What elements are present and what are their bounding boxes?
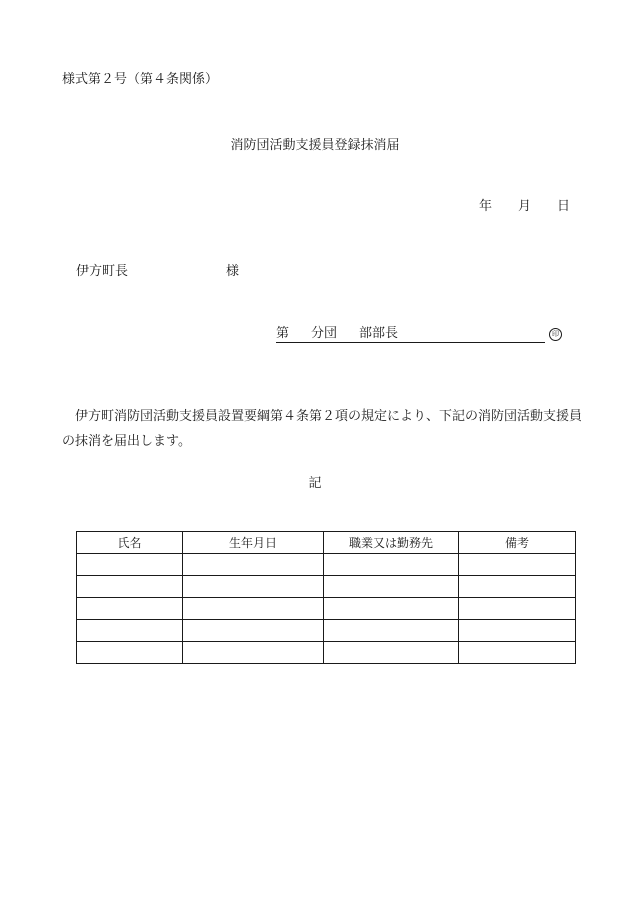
table-row	[77, 598, 576, 620]
table-cell	[324, 620, 459, 642]
table-cell	[77, 620, 183, 642]
addressee-name: 伊方町長	[76, 264, 129, 279]
table-cell	[183, 642, 324, 664]
table-cell	[459, 642, 576, 664]
form-number: 様式第２号（第４条関係）	[62, 72, 219, 87]
signer-bubucho: 部部長	[359, 326, 399, 341]
table-row	[77, 554, 576, 576]
table-cell	[183, 576, 324, 598]
table-cell	[459, 554, 576, 576]
table-cell	[183, 554, 324, 576]
signer-dai: 第	[276, 326, 290, 341]
column-header-name: 氏名	[77, 532, 183, 554]
table-row	[77, 642, 576, 664]
signer-field	[276, 322, 545, 343]
column-header-birthdate: 生年月日	[183, 532, 324, 554]
seal-icon: 印	[549, 328, 562, 341]
table-cell	[324, 598, 459, 620]
table-header-row	[77, 532, 576, 554]
date-line	[453, 195, 570, 214]
year-label: 年	[478, 199, 492, 214]
table-cell	[324, 576, 459, 598]
table-cell	[183, 620, 324, 642]
ki-heading: 記	[308, 476, 322, 491]
body-text: 伊方町消防団活動支援員設置要綱第４条第２項の規定により、下記の消防団活動支援員の抹消を届出します。	[62, 409, 583, 449]
table-cell	[77, 576, 183, 598]
addressee-line	[76, 260, 239, 279]
table-cell	[77, 642, 183, 664]
document-title: 消防団活動支援員登録抹消届	[230, 138, 400, 153]
table-cell	[324, 554, 459, 576]
column-header-remarks: 備考	[459, 532, 576, 554]
signer-line	[276, 322, 562, 343]
table-cell	[459, 576, 576, 598]
body-paragraph	[62, 404, 582, 454]
member-table	[76, 531, 576, 664]
table-row	[77, 576, 576, 598]
table-cell	[459, 598, 576, 620]
table-row	[77, 620, 576, 642]
month-label: 月	[517, 199, 531, 214]
table-cell	[77, 598, 183, 620]
table-cell	[77, 554, 183, 576]
signer-bundan: 分団	[311, 326, 338, 341]
addressee-honorific: 様	[226, 264, 240, 279]
table-cell	[183, 598, 324, 620]
table-cell	[324, 642, 459, 664]
day-label: 日	[556, 199, 570, 214]
column-header-occupation: 職業又は勤務先	[324, 532, 459, 554]
table-cell	[459, 620, 576, 642]
